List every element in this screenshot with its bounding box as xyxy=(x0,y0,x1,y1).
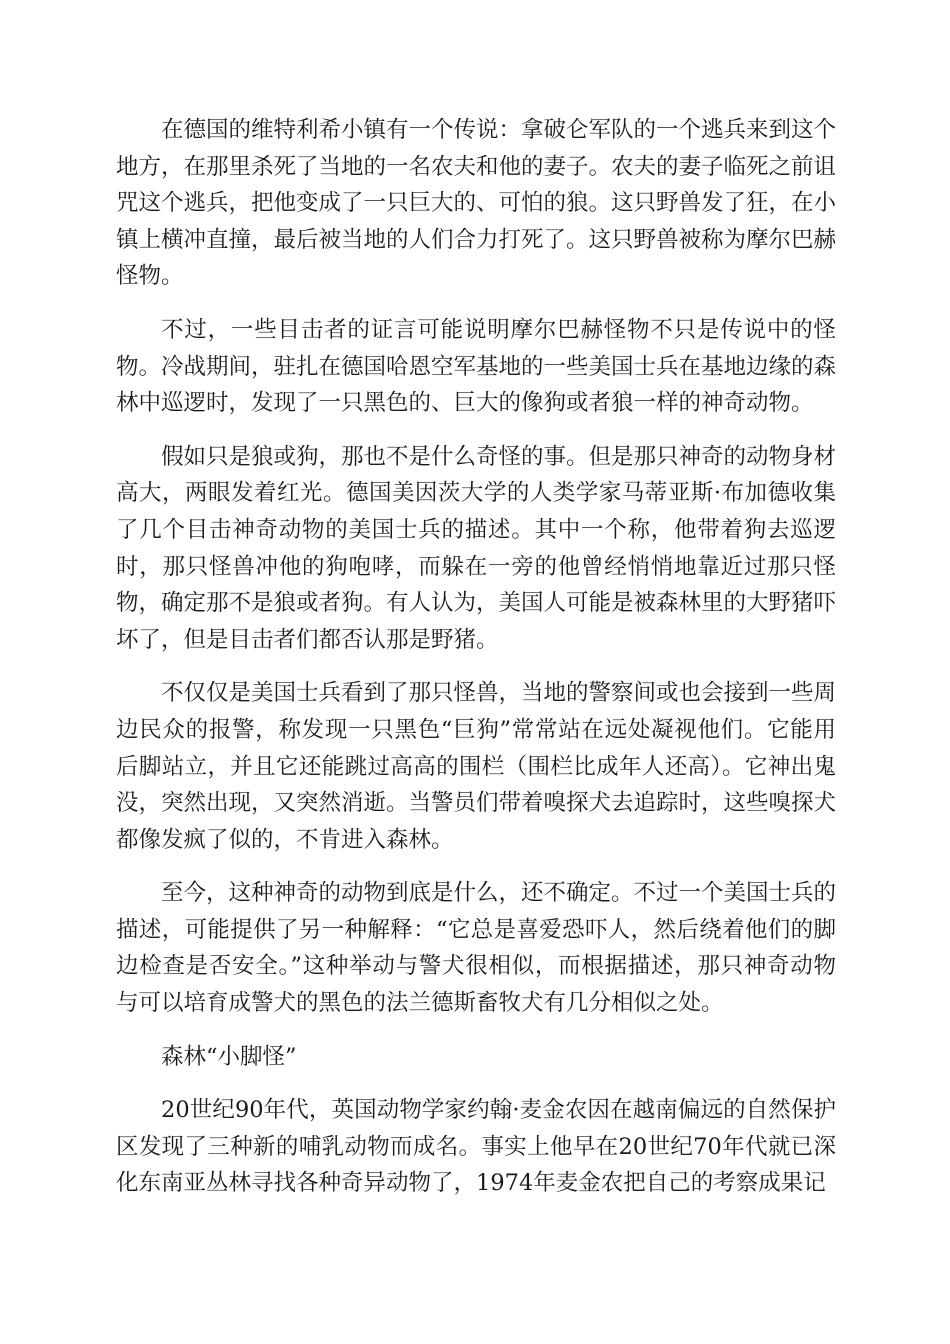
document-body xyxy=(116,112,836,1219)
paragraph-2: 不过，一些目击者的证言可能说明摩尔巴赫怪物不只是传说中的怪物。冷战期间，驻扎在德国哈恩空军基地的一些美国士兵在基地边缘的森林中巡逻时，发现了一只黑色的、巨大的像狗或者狼一样的神奇动物。 xyxy=(116,316,837,417)
paragraph-4: 不仅仅是美国士兵看到了那只怪兽，当地的警察间或也会接到一些周边民众的报警，称发现一只黑色“巨狗”常常站在远处凝视他们。它能用后脚站立，并且它还能跳过高高的围栏（围栏比成年人还高）。它神出鬼没，突然出现，又突然消逝。当警员们带着嗅探犬去追踪时，这些嗅探犬都像发疯了似的，不肯进入森林。 xyxy=(116,680,837,853)
paragraph-3: 假如只是狼或狗，那也不是什么奇怪的事。但是那只神奇的动物身材高大，两眼发着红光。德国美因茨大学的人类学家马蒂亚斯·布加德收集了几个目击神奇动物的美国士兵的描述。其中一个称，他带着狗去巡逻时，那只怪兽冲他的狗咆哮，而躲在一旁的他曾经悄悄地靠近过那只怪物，确定那不是狼或者狗。有人认为，美国人可能是被森林里的大野猪吓坏了，但是目击者们都否认那是野猪。 xyxy=(116,443,837,653)
paragraph-6: 20世纪90年代，英国动物学家约翰·麦金农因在越南偏远的自然保护区发现了三种新的哺乳动物而成名。事实上他早在20世纪70年代就已深化东南亚丛林寻找各种奇异动物了，1974年麦金农把自己的考察成果记 xyxy=(116,1097,836,1197)
paragraph-5: 至今，这种神奇的动物到底是什么，还不确定。不过一个美国士兵的描述，可能提供了另一种解释：“它总是喜爱恐吓人，然后绕着他们的脚边检查是否安全。”这种举动与警犬很相似，而根据描述，那只神奇动物与可以培育成警犬的黑色的法兰德斯畜牧犬有几分相似之处。 xyxy=(116,880,837,1017)
section-heading: 森林“小脚怪” xyxy=(161,1043,297,1070)
paragraph-1: 在德国的维特利希小镇有一个传说：拿破仑军队的一个逃兵来到这个地方，在那里杀死了当地的一名农夫和他的妻子。农夫的妻子临死之前诅咒这个逃兵，把他变成了一只巨大的、可怕的狼。这只野兽发了狂，在小镇上横冲直撞，最后被当地的人们合力打死了。这只野兽被称为摩尔巴赫怪物。 xyxy=(116,117,837,290)
